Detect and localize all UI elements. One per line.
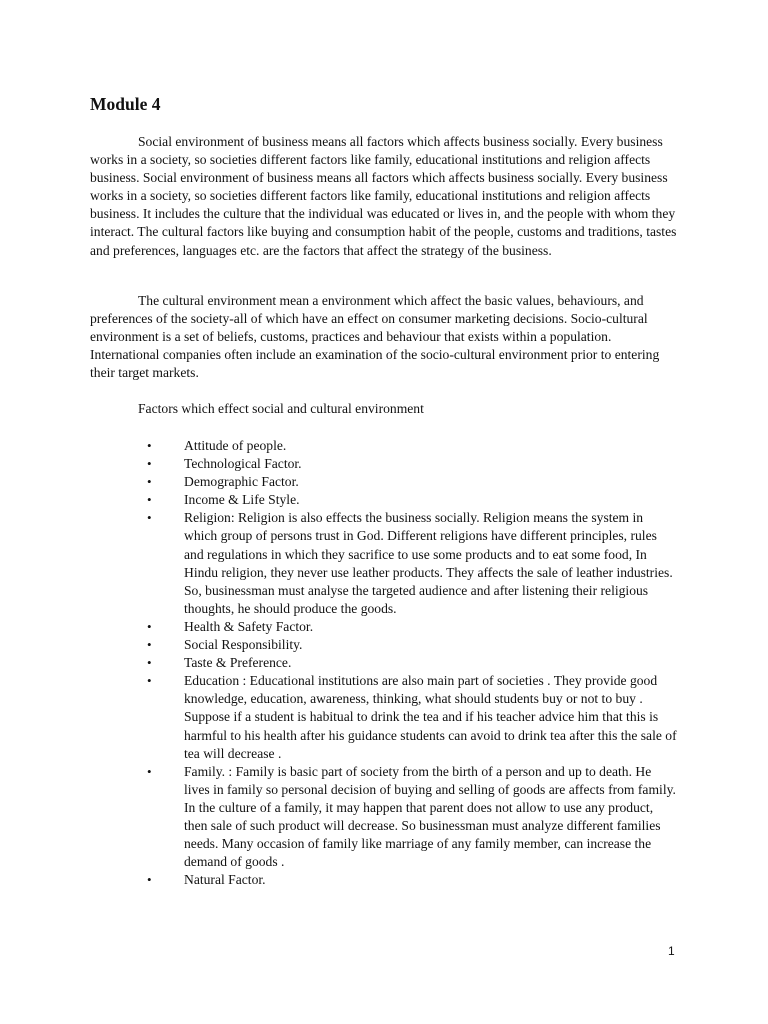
list-item-text: Demographic Factor. (184, 474, 299, 490)
list-item (138, 491, 678, 509)
paragraph-social-environment: Social environment of business means all factors which affects business socially. Every business works in a society, so societies different factors like family, educational institutions and religion affects business. Social environment of business means all factors which affects business socially. Every business works in a society, so societies different factors like family, educational institutions and religion affects business. It includes the culture that the individual was educated or lives in, and the people with whom they interact. The cultural factors like buying and consumption habit of the people, customs and traditions, tastes and preferences, languages etc. are the factors that affect the strategy of the business. (90, 134, 677, 258)
list-item-text: Family. : Family is basic part of society from the birth of a person and up to death. He lives in family so personal decision of buying and selling of goods are affects from family. In the culture of a family, it may happen that parent does not allow to use any product, then sale of such product will decrease. So businessman must analyze different families needs. Many occasion of family like marriage of any family member, can increase the demand of goods . (184, 763, 676, 870)
bullet-icon: • (147, 510, 152, 526)
bullet-icon: • (147, 763, 152, 779)
list-item (138, 672, 678, 762)
list-item (138, 871, 678, 889)
factors-list (138, 437, 678, 889)
bullet-icon: • (147, 438, 152, 453)
list-item-text: Attitude of people. (184, 438, 287, 453)
bullet-icon: • (147, 456, 152, 472)
paragraph-cultural-environment: The cultural environment mean a environment which affect the basic values, behaviours, and preferences of the society-all of which have an effect on consumer marketing decisions. Socio-cultural environment is a set of beliefs, customs, practices and behaviour that exists within a population. International companies often include an examination of the socio-cultural environment prior to entering their target markets. (90, 293, 660, 381)
list-item (138, 455, 678, 473)
list-item (138, 654, 678, 672)
list-item-text: Health & Safety Factor. (184, 618, 314, 634)
bullet-icon: • (147, 872, 152, 888)
bullet-icon: • (147, 618, 152, 634)
page-number: 1 (668, 944, 675, 958)
list-item (138, 763, 678, 872)
bullet-icon: • (147, 673, 152, 689)
bullet-icon: • (147, 474, 152, 490)
list-item (138, 618, 678, 636)
list-item-text: Social Responsibility. (184, 637, 303, 653)
list-item-text: Income & Life Style. (184, 492, 300, 508)
list-item (138, 473, 678, 491)
list-item-text: Taste & Preference. (184, 655, 292, 671)
list-item-text: Technological Factor. (184, 456, 302, 472)
factors-heading: Factors which effect social and cultural environment (138, 401, 424, 416)
list-item-text: Religion: Religion is also effects the business socially. Religion means the system in which group of persons trust in God. Different religions have different principles, rules and regulations in which they sacrifice to use some products and to eat some food, In Hindu religion, they never use leather products. They affects the sale of leather industries. So, businessman must analyse the targeted audience and after listening their religious thoughts, he should produce the goods. (184, 510, 673, 616)
list-item (138, 636, 678, 654)
list-item (138, 437, 678, 455)
bullet-icon: • (147, 637, 152, 653)
list-item (138, 509, 678, 618)
list-item-text: Education : Educational institutions are also main part of societies . They provide good knowledge, education, awareness, thinking, what should students buy or not to buy . Suppose if a student is habitual to drink the tea and if his teacher advice him that this is harmful to his health after his guidance students can avoid to drink tea after this the sale of tea will decrease . (184, 673, 677, 761)
bullet-icon: • (147, 492, 152, 508)
page-title: Module 4 (90, 94, 161, 114)
list-item-text: Natural Factor. (184, 872, 266, 888)
bullet-icon: • (147, 655, 152, 671)
